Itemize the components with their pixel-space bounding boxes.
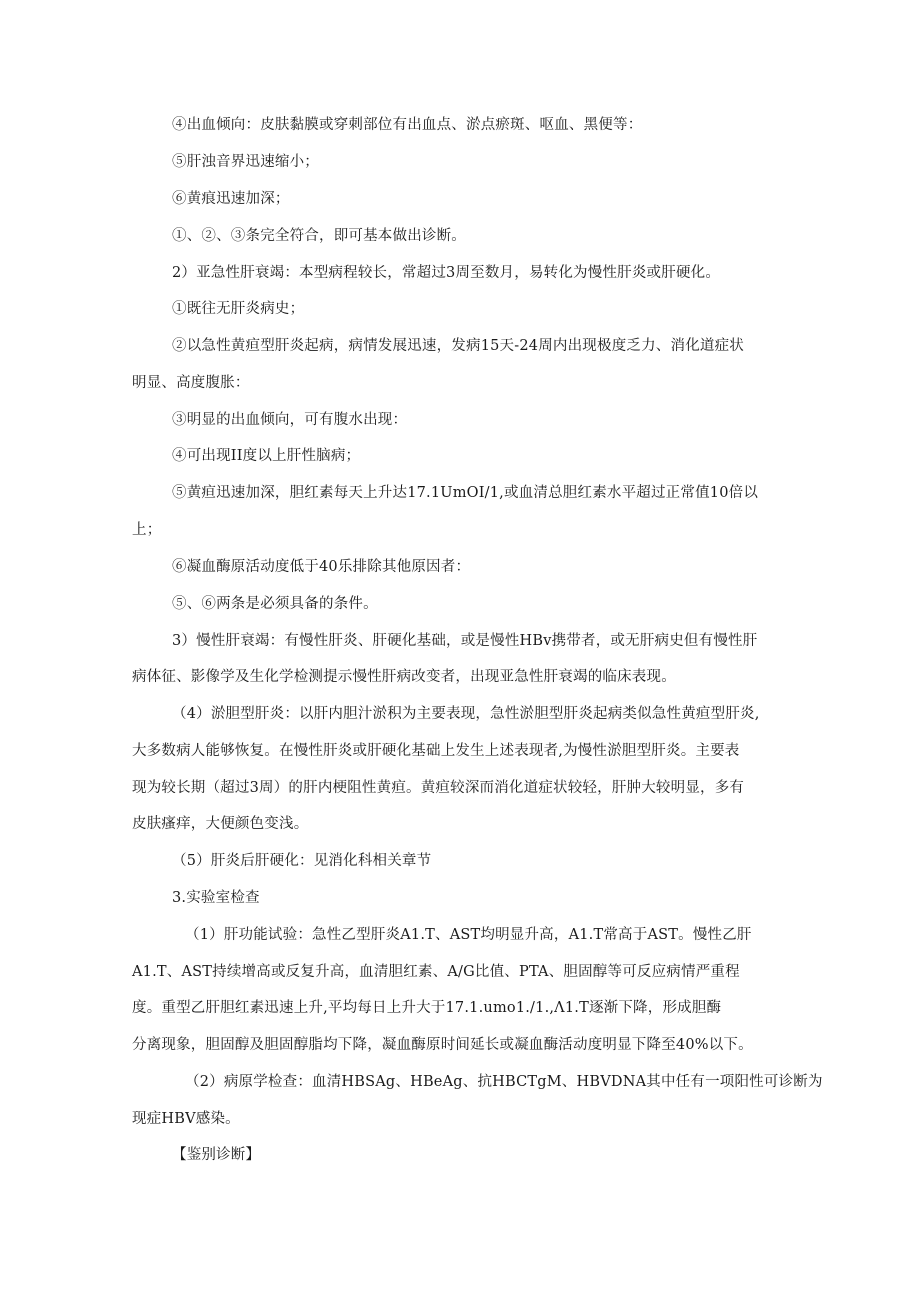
line-4: ①、②、③条完全符合，即可基本做出诊断。 [172,228,466,244]
line-6: ①既往无肝炎病史； [172,301,305,317]
line-3: ⑥黄痕迅速加深； [172,191,290,207]
line-2: ⑤肝浊音界迅速缩小； [172,154,319,170]
line-8: 明显、高度腹胀： [132,375,250,391]
line-14: ⑤、⑥两条是必须具备的条件。 [172,596,378,612]
line-10: ④可出现II度以上肝性脑病； [172,448,361,464]
line-7: ②以急性黄疸型肝炎起病，病情发展迅速，发病15天-24周内出现极度乏力、消化道症状 [172,338,744,354]
line-16: 病体征、影像学及生化学检测提示慢性肝病改变者，出现亚急性肝衰竭的临床表现。 [132,669,676,685]
line-24: A1.T、AST持续增高或反复升高，血清胆红素、A/G比值、PTA、胆固醇等可反应病情严重程 [132,964,740,980]
line-15: 3）慢性肝衰竭：有慢性肝炎、肝硬化基础，或是慢性HBv携带者，或无肝病史但有慢性肝 [172,633,758,649]
line-13: ⑥凝血酶原活动度低于40乐排除其他原因者： [172,559,471,575]
line-18: 大多数病人能够恢复。在慢性肝炎或肝硬化基础上发生上述表现者,为慢性淤胆型肝炎。主要表 [132,743,740,759]
line-1: ④出血倾向：皮肤黏膜或穿刺部位有出血点、淤点瘀斑、呕血、黑便等： [172,117,643,133]
line-11: ⑤黄疸迅速加深，胆红素每天上升达17.1UmOI/1,或血清总胆红素水平超过正常值10倍以 [172,485,759,501]
line-28: 现症HBV感染。 [132,1111,240,1127]
line-25: 度。重型乙肝胆红素迅速上升,平均每日上升大于17.1.umo1./1.,Λ1.T逐渐下降，形成胆酶 [132,1000,722,1016]
line-20: 皮肤瘙痒，大便颜色变浅。 [132,816,309,832]
line-21: （5）肝炎后肝硬化：见消化科相关章节 [172,853,432,869]
line-26: 分离现象，胆固醇及胆固醇脂均下降，凝血酶原时间延长或凝血酶活动度明显下降至40%以下。 [132,1037,753,1053]
line-19: 现为较长期（超过3周）的肝内梗阻性黄疸。黄疸较深而消化道症状较轻，肝肿大较明显，多有 [132,780,745,796]
line-12: 上； [132,522,162,538]
line-17: （4）淤胆型肝炎：以肝内胆汁淤积为主要表现，急性淤胆型肝炎起病类似急性黄疸型肝炎, [172,706,760,722]
line-22: 3.实验室检查 [172,890,260,906]
line-5: 2）亚急性肝衰竭：本型病程较长，常超过3周至数月，易转化为慢性肝炎或肝硬化。 [172,265,721,281]
section-heading: 【鉴别诊断】 [172,1147,261,1163]
line-23: （1）肝功能试验：急性乙型肝炎A1.T、AST均明显升高，A1.T常高于AST。慢性乙肝 [185,927,752,943]
line-9: ③明显的出血倾向，可有腹水出现： [172,412,408,428]
line-27: （2）病原学检查：血清HBSAg、HBeAg、抗HBCTgM、HBVDNA其中任有一项阳性可诊断为 [185,1074,823,1090]
